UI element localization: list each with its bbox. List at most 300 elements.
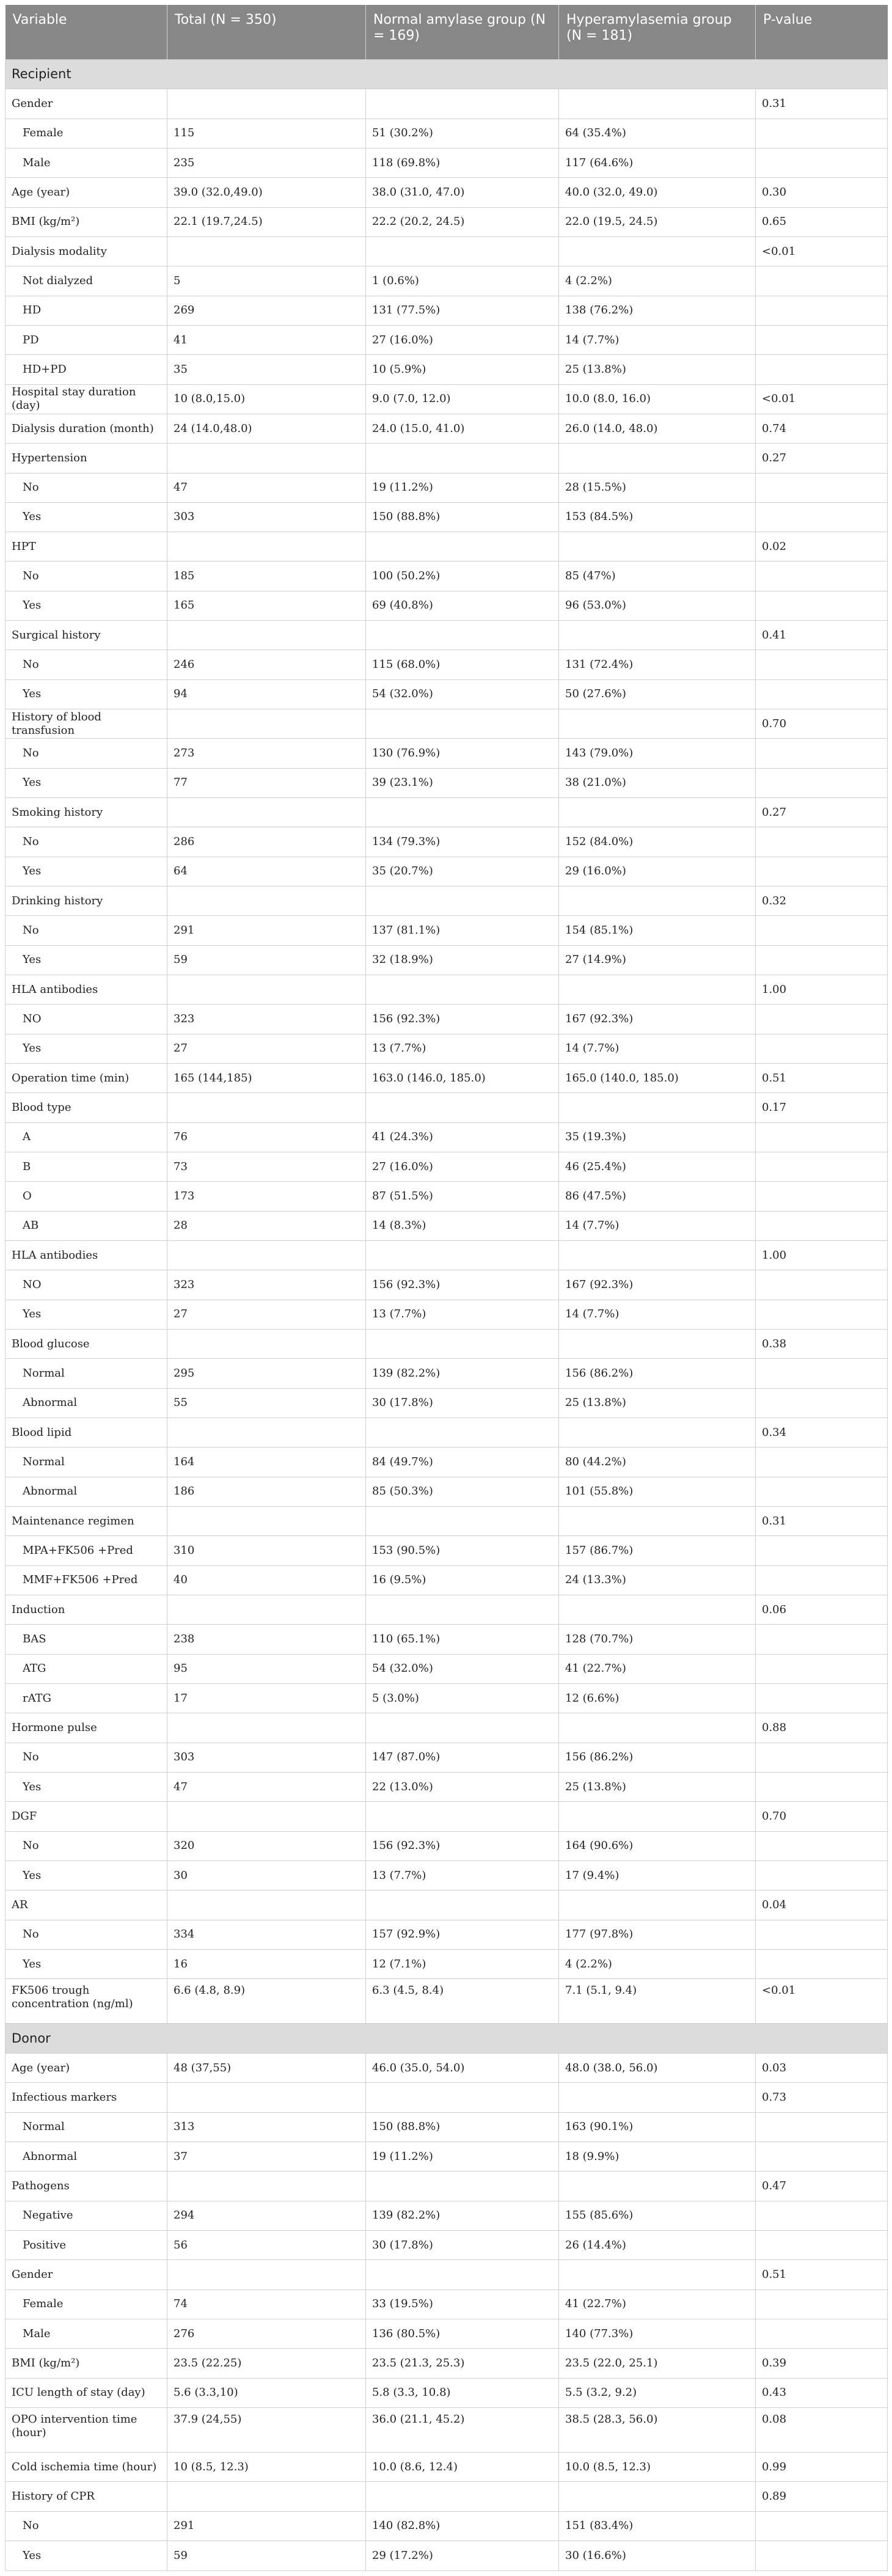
cell-normal-amylase — [366, 2083, 559, 2112]
cell-p-value: 0.31 — [756, 1506, 888, 1535]
variable-row — [5, 1979, 888, 2024]
cell-variable: NO — [5, 1004, 167, 1034]
cell-total: 48 (37,55) — [167, 2054, 366, 2083]
cell-p-value — [756, 473, 888, 502]
cell-variable: Yes — [5, 857, 167, 886]
cell-p-value — [756, 650, 888, 679]
cell-hyperamylasemia: 153 (84.5%) — [559, 502, 756, 532]
cell-hyperamylasemia: 12 (6.6%) — [559, 1683, 756, 1713]
cell-total: 40 — [167, 1565, 366, 1595]
cell-total: 6.6 (4.8, 8.9) — [167, 1979, 366, 2024]
cell-total: 17 — [167, 1683, 366, 1713]
cell-variable: BMI (kg/m²) — [5, 2349, 167, 2378]
cell-p-value — [756, 1211, 888, 1240]
cell-hyperamylasemia: 30 (16.6%) — [559, 2541, 756, 2571]
cell-variable: Induction — [5, 1595, 167, 1624]
cell-total — [167, 2482, 366, 2511]
cell-hyperamylasemia: 80 (44.2%) — [559, 1447, 756, 1477]
cell-hyperamylasemia: 40.0 (32.0, 49.0) — [559, 178, 756, 207]
cell-hyperamylasemia: 64 (35.4%) — [559, 119, 756, 148]
cell-total: 56 — [167, 2231, 366, 2260]
cell-p-value: 1.00 — [756, 975, 888, 1004]
cell-hyperamylasemia: 41 (22.7%) — [559, 1654, 756, 1683]
cell-total: 238 — [167, 1625, 366, 1654]
cell-normal-amylase: 33 (19.5%) — [366, 2289, 559, 2319]
cell-total: 28 — [167, 1211, 366, 1240]
cell-normal-amylase: 84 (49.7%) — [366, 1447, 559, 1477]
cell-total: 74 — [167, 2289, 366, 2319]
cell-variable: Infectious markers — [5, 2083, 167, 2112]
cell-variable: No — [5, 739, 167, 768]
cell-total: 73 — [167, 1152, 366, 1182]
subcategory-row — [5, 1004, 888, 1034]
cell-variable: No — [5, 473, 167, 502]
cell-variable: Yes — [5, 2541, 167, 2571]
variable-row — [5, 621, 888, 650]
subcategory-row — [5, 1683, 888, 1713]
variable-row — [5, 709, 888, 739]
subcategory-row — [5, 1182, 888, 1211]
cell-hyperamylasemia: 156 (86.2%) — [559, 1743, 756, 1772]
cell-normal-amylase: 24.0 (15.0, 41.0) — [366, 414, 559, 443]
cell-variable: Dialysis modality — [5, 236, 167, 266]
cell-hyperamylasemia: 28 (15.5%) — [559, 473, 756, 502]
header-row — [5, 5, 888, 59]
cell-normal-amylase: 36.0 (21.1, 45.2) — [366, 2408, 559, 2453]
cell-normal-amylase — [366, 2260, 559, 2289]
cell-total — [167, 975, 366, 1004]
cell-p-value — [756, 1831, 888, 1861]
cell-normal-amylase: 156 (92.3%) — [366, 1004, 559, 1034]
subcategory-row — [5, 1772, 888, 1801]
cell-p-value: 0.89 — [756, 2482, 888, 2511]
cell-total — [167, 1093, 366, 1122]
cell-p-value — [756, 148, 888, 177]
cell-normal-amylase — [366, 236, 559, 266]
subcategory-row — [5, 650, 888, 679]
cell-normal-amylase: 85 (50.3%) — [366, 1477, 559, 1506]
section-title: Donor — [5, 2024, 888, 2054]
cell-normal-amylase: 136 (80.5%) — [366, 2319, 559, 2349]
subcategory-row — [5, 1300, 888, 1329]
cell-hyperamylasemia: 85 (47%) — [559, 562, 756, 591]
cell-normal-amylase — [366, 89, 559, 119]
cell-p-value: 0.31 — [756, 89, 888, 119]
cell-hyperamylasemia: 27 (14.9%) — [559, 945, 756, 975]
subcategory-row — [5, 1536, 888, 1565]
cell-p-value — [756, 1920, 888, 1949]
cell-hyperamylasemia — [559, 444, 756, 473]
cell-p-value: 0.03 — [756, 2054, 888, 2083]
cell-total: 323 — [167, 1004, 366, 1034]
cell-variable: Normal — [5, 2112, 167, 2142]
characteristics-table — [5, 5, 888, 2571]
subcategory-row — [5, 1359, 888, 1388]
cell-p-value — [756, 1477, 888, 1506]
cell-p-value: 0.65 — [756, 207, 888, 236]
cell-p-value — [756, 739, 888, 768]
cell-normal-amylase: 19 (11.2%) — [366, 473, 559, 502]
subcategory-row — [5, 679, 888, 709]
cell-hyperamylasemia: 152 (84.0%) — [559, 827, 756, 857]
subcategory-row — [5, 591, 888, 620]
cell-total: 303 — [167, 1743, 366, 1772]
variable-row — [5, 384, 888, 414]
cell-hyperamylasemia — [559, 89, 756, 119]
cell-p-value — [756, 1300, 888, 1329]
cell-variable: Female — [5, 119, 167, 148]
cell-hyperamylasemia: 140 (77.3%) — [559, 2319, 756, 2349]
cell-variable: Yes — [5, 945, 167, 975]
cell-p-value — [756, 562, 888, 591]
variable-row — [5, 1890, 888, 1920]
cell-variable: No — [5, 1831, 167, 1861]
cell-variable: No — [5, 650, 167, 679]
cell-normal-amylase — [366, 1713, 559, 1743]
cell-normal-amylase: 140 (82.8%) — [366, 2511, 559, 2541]
cell-hyperamylasemia: 86 (47.5%) — [559, 1182, 756, 1211]
cell-variable: ATG — [5, 1654, 167, 1683]
cell-variable: Hormone pulse — [5, 1713, 167, 1743]
subcategory-row — [5, 1861, 888, 1890]
variable-row — [5, 887, 888, 916]
table-container — [5, 5, 887, 2571]
cell-hyperamylasemia: 4 (2.2%) — [559, 266, 756, 296]
cell-hyperamylasemia — [559, 798, 756, 827]
cell-total: 246 — [167, 650, 366, 679]
cell-variable: Yes — [5, 591, 167, 620]
cell-total: 10 (8.0,15.0) — [167, 384, 366, 414]
cell-variable: Yes — [5, 1034, 167, 1063]
cell-normal-amylase: 22 (13.0%) — [366, 1772, 559, 1801]
cell-normal-amylase: 30 (17.8%) — [366, 2231, 559, 2260]
cell-normal-amylase: 19 (11.2%) — [366, 2142, 559, 2172]
cell-variable: PD — [5, 325, 167, 354]
cell-total: 323 — [167, 1270, 366, 1300]
cell-normal-amylase: 163.0 (146.0, 185.0) — [366, 1064, 559, 1093]
cell-total: 24 (14.0,48.0) — [167, 414, 366, 443]
cell-normal-amylase: 35 (20.7%) — [366, 857, 559, 886]
variable-row — [5, 236, 888, 266]
cell-total: 334 — [167, 1920, 366, 1949]
cell-variable: MPA+FK506 +Pred — [5, 1536, 167, 1565]
cell-variable: AR — [5, 1890, 167, 1920]
cell-variable: Pathogens — [5, 2172, 167, 2201]
cell-normal-amylase: 147 (87.0%) — [366, 1743, 559, 1772]
subcategory-row — [5, 1949, 888, 1978]
cell-normal-amylase: 1 (0.6%) — [366, 266, 559, 296]
subcategory-row — [5, 2289, 888, 2319]
subcategory-row — [5, 2541, 888, 2571]
cell-hyperamylasemia — [559, 1890, 756, 1920]
cell-p-value: 0.73 — [756, 2083, 888, 2112]
cell-p-value — [756, 1683, 888, 1713]
cell-p-value — [756, 266, 888, 296]
cell-hyperamylasemia: 24 (13.3%) — [559, 1565, 756, 1595]
cell-hyperamylasemia — [559, 1802, 756, 1831]
cell-total: 185 — [167, 562, 366, 591]
cell-variable: Gender — [5, 2260, 167, 2289]
cell-variable: B — [5, 1152, 167, 1182]
header-hyperamylasemia: Hyperamylasemia group (N = 181) — [559, 5, 756, 59]
cell-variable: Yes — [5, 1949, 167, 1978]
cell-normal-amylase: 110 (65.1%) — [366, 1625, 559, 1654]
variable-row — [5, 975, 888, 1004]
cell-normal-amylase: 118 (69.8%) — [366, 148, 559, 177]
cell-hyperamylasemia: 163 (90.1%) — [559, 2112, 756, 2142]
cell-hyperamylasemia: 101 (55.8%) — [559, 1477, 756, 1506]
variable-row — [5, 1506, 888, 1535]
cell-total: 313 — [167, 2112, 366, 2142]
subcategory-row — [5, 1831, 888, 1861]
cell-p-value — [756, 325, 888, 354]
cell-variable: No — [5, 1743, 167, 1772]
cell-normal-amylase: 5.8 (3.3, 10.8) — [366, 2378, 559, 2407]
variable-row — [5, 1241, 888, 1270]
cell-p-value: 0.39 — [756, 2349, 888, 2378]
cell-variable: Abnormal — [5, 1477, 167, 1506]
cell-normal-amylase — [366, 1241, 559, 1270]
cell-hyperamylasemia — [559, 975, 756, 1004]
cell-total — [167, 236, 366, 266]
cell-p-value — [756, 355, 888, 384]
cell-variable: Cold ischemia time (hour) — [5, 2453, 167, 2482]
subcategory-row — [5, 1211, 888, 1240]
variable-row — [5, 1093, 888, 1122]
cell-total — [167, 1595, 366, 1624]
cell-normal-amylase — [366, 2482, 559, 2511]
subcategory-row — [5, 2511, 888, 2541]
cell-normal-amylase — [366, 1802, 559, 1831]
cell-normal-amylase: 32 (18.9%) — [366, 945, 559, 975]
cell-total: 27 — [167, 1300, 366, 1329]
cell-p-value — [756, 1152, 888, 1182]
cell-total: 22.1 (19.7,24.5) — [167, 207, 366, 236]
subcategory-row — [5, 296, 888, 325]
cell-normal-amylase: 13 (7.7%) — [366, 1300, 559, 1329]
cell-normal-amylase: 87 (51.5%) — [366, 1182, 559, 1211]
cell-total: 41 — [167, 325, 366, 354]
cell-hyperamylasemia: 38.5 (28.3, 56.0) — [559, 2408, 756, 2453]
cell-p-value — [756, 2112, 888, 2142]
cell-hyperamylasemia: 164 (90.6%) — [559, 1831, 756, 1861]
cell-total — [167, 89, 366, 119]
cell-normal-amylase — [366, 2172, 559, 2201]
cell-p-value — [756, 679, 888, 709]
cell-hyperamylasemia — [559, 2172, 756, 2201]
cell-variable: HD+PD — [5, 355, 167, 384]
cell-p-value — [756, 2511, 888, 2541]
cell-hyperamylasemia: 25 (13.8%) — [559, 355, 756, 384]
variable-row — [5, 2083, 888, 2112]
header-total: Total (N = 350) — [167, 5, 366, 59]
cell-total: 27 — [167, 1034, 366, 1063]
cell-total: 94 — [167, 679, 366, 709]
cell-hyperamylasemia — [559, 1713, 756, 1743]
cell-normal-amylase — [366, 709, 559, 739]
cell-p-value — [756, 2289, 888, 2319]
cell-total — [167, 798, 366, 827]
subcategory-row — [5, 562, 888, 591]
cell-total — [167, 887, 366, 916]
cell-normal-amylase: 38.0 (31.0, 47.0) — [366, 178, 559, 207]
cell-hyperamylasemia — [559, 236, 756, 266]
cell-variable: Yes — [5, 1861, 167, 1890]
cell-variable: History of CPR — [5, 2482, 167, 2511]
cell-total: 47 — [167, 473, 366, 502]
cell-hyperamylasemia: 96 (53.0%) — [559, 591, 756, 620]
cell-total: 291 — [167, 2511, 366, 2541]
cell-normal-amylase: 130 (76.9%) — [366, 739, 559, 768]
cell-hyperamylasemia — [559, 2083, 756, 2112]
variable-row — [5, 2172, 888, 2201]
cell-total: 30 — [167, 1861, 366, 1890]
cell-hyperamylasemia: 177 (97.8%) — [559, 1920, 756, 1949]
cell-p-value: 0.32 — [756, 887, 888, 916]
cell-total: 276 — [167, 2319, 366, 2349]
cell-normal-amylase: 5 (3.0%) — [366, 1683, 559, 1713]
cell-p-value — [756, 768, 888, 797]
cell-normal-amylase: 46.0 (35.0, 54.0) — [366, 2054, 559, 2083]
cell-total — [167, 1713, 366, 1743]
variable-row — [5, 2453, 888, 2482]
cell-normal-amylase — [366, 532, 559, 562]
cell-p-value — [756, 296, 888, 325]
cell-variable: Yes — [5, 502, 167, 532]
cell-p-value — [756, 2142, 888, 2172]
cell-normal-amylase: 22.2 (20.2, 24.5) — [366, 207, 559, 236]
cell-p-value — [756, 1565, 888, 1595]
cell-p-value — [756, 502, 888, 532]
cell-hyperamylasemia: 156 (86.2%) — [559, 1359, 756, 1388]
cell-variable: HPT — [5, 532, 167, 562]
cell-hyperamylasemia: 5.5 (3.2, 9.2) — [559, 2378, 756, 2407]
subcategory-row — [5, 266, 888, 296]
cell-p-value — [756, 1270, 888, 1300]
cell-total: 35 — [167, 355, 366, 384]
cell-normal-amylase: 156 (92.3%) — [366, 1831, 559, 1861]
cell-total: 295 — [167, 1359, 366, 1388]
cell-p-value: <0.01 — [756, 384, 888, 414]
cell-hyperamylasemia: 167 (92.3%) — [559, 1270, 756, 1300]
cell-p-value: 0.88 — [756, 1713, 888, 1743]
cell-total — [167, 444, 366, 473]
cell-total — [167, 2172, 366, 2201]
cell-total: 173 — [167, 1182, 366, 1211]
cell-hyperamylasemia: 14 (7.7%) — [559, 1034, 756, 1063]
cell-normal-amylase — [366, 1595, 559, 1624]
cell-total: 55 — [167, 1388, 366, 1418]
cell-normal-amylase — [366, 1506, 559, 1535]
cell-hyperamylasemia: 18 (9.9%) — [559, 2142, 756, 2172]
cell-hyperamylasemia — [559, 2260, 756, 2289]
cell-p-value: 0.30 — [756, 178, 888, 207]
cell-variable: No — [5, 916, 167, 945]
cell-variable: BMI (kg/m²) — [5, 207, 167, 236]
cell-p-value: 1.00 — [756, 1241, 888, 1270]
cell-hyperamylasemia: 7.1 (5.1, 9.4) — [559, 1979, 756, 2024]
section-title: Recipient — [5, 59, 888, 89]
cell-normal-amylase: 27 (16.0%) — [366, 325, 559, 354]
cell-normal-amylase: 150 (88.8%) — [366, 2112, 559, 2142]
cell-normal-amylase — [366, 1890, 559, 1920]
cell-normal-amylase: 13 (7.7%) — [366, 1861, 559, 1890]
subcategory-row — [5, 355, 888, 384]
cell-p-value — [756, 591, 888, 620]
cell-normal-amylase: 115 (68.0%) — [366, 650, 559, 679]
cell-normal-amylase: 100 (50.2%) — [366, 562, 559, 591]
cell-total: 76 — [167, 1122, 366, 1152]
cell-total: 5.6 (3.3,10) — [167, 2378, 366, 2407]
subcategory-row — [5, 945, 888, 975]
cell-total — [167, 1890, 366, 1920]
cell-normal-amylase — [366, 798, 559, 827]
subcategory-row — [5, 502, 888, 532]
cell-hyperamylasemia — [559, 1595, 756, 1624]
cell-total: 164 — [167, 1447, 366, 1477]
cell-normal-amylase: 30 (17.8%) — [366, 1388, 559, 1418]
cell-variable: AB — [5, 1211, 167, 1240]
cell-variable: Female — [5, 2289, 167, 2319]
cell-variable: Male — [5, 148, 167, 177]
cell-normal-amylase — [366, 621, 559, 650]
cell-total — [167, 1241, 366, 1270]
cell-p-value: 0.74 — [756, 414, 888, 443]
cell-total — [167, 621, 366, 650]
cell-p-value — [756, 1654, 888, 1683]
cell-hyperamylasemia: 14 (7.7%) — [559, 1300, 756, 1329]
subcategory-row — [5, 1565, 888, 1595]
cell-total: 235 — [167, 148, 366, 177]
cell-variable: Yes — [5, 768, 167, 797]
cell-total: 303 — [167, 502, 366, 532]
cell-normal-amylase: 150 (88.8%) — [366, 502, 559, 532]
cell-hyperamylasemia: 154 (85.1%) — [559, 916, 756, 945]
cell-hyperamylasemia: 23.5 (22.0, 25.1) — [559, 2349, 756, 2378]
cell-variable: Maintenance regimen — [5, 1506, 167, 1535]
cell-p-value: 0.02 — [756, 532, 888, 562]
cell-total: 273 — [167, 739, 366, 768]
cell-normal-amylase: 9.0 (7.0, 12.0) — [366, 384, 559, 414]
cell-p-value: 0.06 — [756, 1595, 888, 1624]
cell-hyperamylasemia: 143 (79.0%) — [559, 739, 756, 768]
cell-p-value — [756, 1122, 888, 1152]
cell-normal-amylase: 41 (24.3%) — [366, 1122, 559, 1152]
cell-total: 37 — [167, 2142, 366, 2172]
cell-p-value: 0.43 — [756, 2378, 888, 2407]
cell-variable: OPO intervention time (hour) — [5, 2408, 167, 2453]
cell-variable: Hospital stay duration (day) — [5, 384, 167, 414]
variable-row — [5, 444, 888, 473]
variable-row — [5, 2482, 888, 2511]
header-p-value: P-value — [756, 5, 888, 59]
cell-total — [167, 1330, 366, 1359]
subcategory-row — [5, 1920, 888, 1949]
cell-normal-amylase: 54 (32.0%) — [366, 1654, 559, 1683]
subcategory-row — [5, 1122, 888, 1152]
cell-total: 5 — [167, 266, 366, 296]
variable-row — [5, 414, 888, 443]
subcategory-row — [5, 473, 888, 502]
subcategory-row — [5, 857, 888, 886]
cell-total: 269 — [167, 296, 366, 325]
cell-p-value — [756, 1861, 888, 1890]
cell-p-value — [756, 857, 888, 886]
cell-normal-amylase: 153 (90.5%) — [366, 1536, 559, 1565]
cell-p-value — [756, 916, 888, 945]
subcategory-row — [5, 916, 888, 945]
subcategory-row — [5, 1743, 888, 1772]
